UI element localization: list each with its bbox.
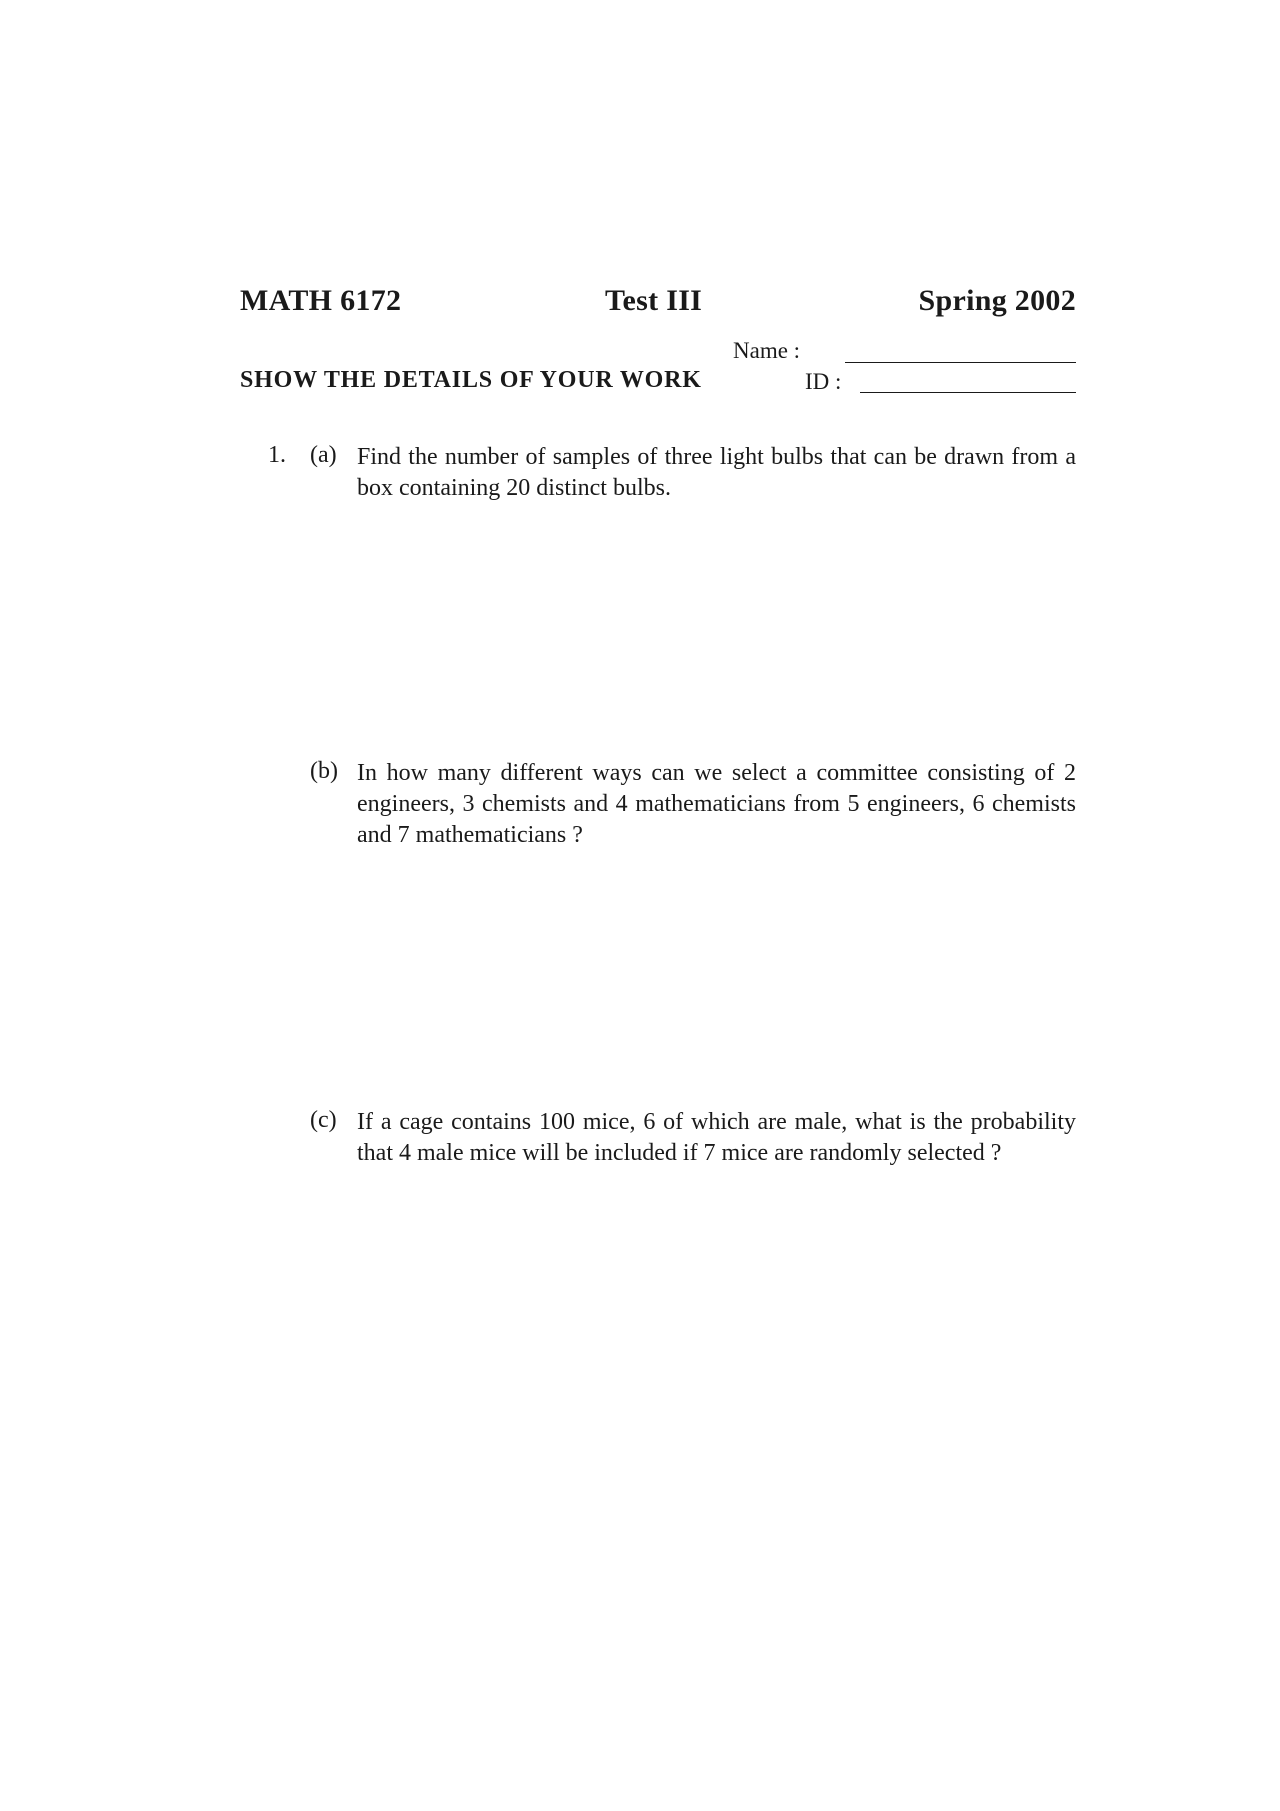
- part-text-a: Find the number of samples of three light bulbs that can be drawn from a box containing 20 distinct bulbs.: [357, 444, 1076, 501]
- id-label: ID :: [805, 369, 842, 394]
- part-text-b: In how many different ways can we select a committee consisting of 2 engineers, 3 chemists and 4 mathematicians from 5 engineers, 6 chemists and 7 mathematicians ?: [357, 760, 1076, 848]
- question-number: 1.: [268, 442, 286, 468]
- name-label: Name :: [733, 338, 801, 363]
- part-label-c: (c): [310, 1107, 337, 1133]
- part-label-a: (a): [310, 442, 337, 468]
- part-label-b: (b): [310, 758, 338, 784]
- test-title: Test III: [605, 284, 703, 317]
- id-blank-line: [860, 392, 1076, 393]
- part-text-c: If a cage contains 100 mice, 6 of which are male, what is the probability that 4 male mice will be included if 7 mice are randomly selected ?: [357, 1109, 1076, 1166]
- instructions: SHOW THE DETAILS OF YOUR WORK: [240, 367, 702, 393]
- course-code: MATH 6172: [240, 284, 402, 317]
- exam-header: [240, 284, 1076, 324]
- name-blank-line: [845, 362, 1076, 363]
- term-label: Spring 2002: [918, 284, 1076, 317]
